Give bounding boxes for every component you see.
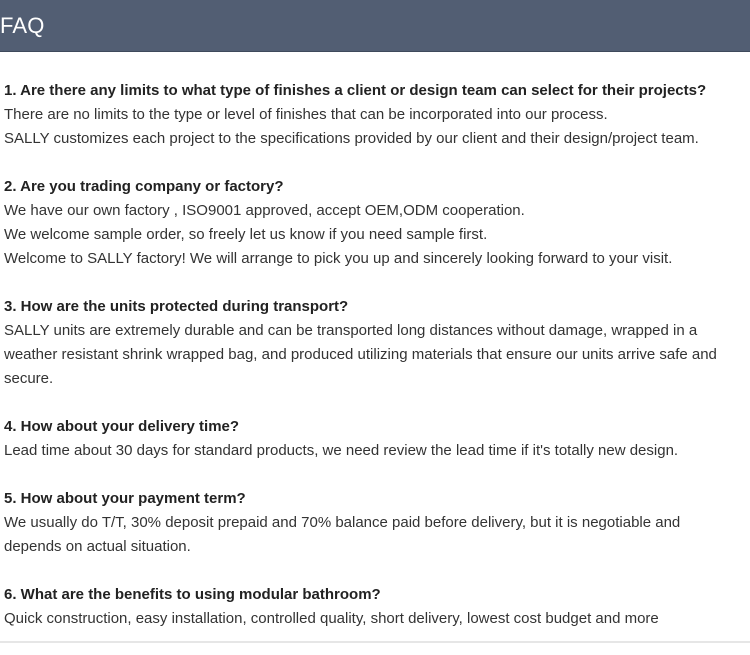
faq-answer-line: We welcome sample order, so freely let us know if you need sample first.: [4, 226, 488, 243]
faq-answer: [4, 607, 748, 631]
faq-item-3: [4, 295, 748, 391]
faq-header: [0, 0, 750, 52]
faq-answer: [4, 319, 748, 391]
faq-answer-text: SALLY units are extremely durable and can be transported long distances without damage, wrapped in a weather resistant shrink wrapped bag, and produced utilizing materials that ensure our units arrive safe and secure.: [4, 322, 717, 387]
faq-question: 5. How about your payment term?: [4, 490, 246, 507]
faq-answer: [4, 511, 748, 559]
faq-answer: [4, 199, 748, 271]
faq-answer-line: Welcome to SALLY factory! We will arrange to pick you up and sincerely looking forward to your visit.: [4, 250, 673, 267]
faq-question: 3. How are the units protected during transport?: [4, 298, 349, 315]
faq-answer-text: We usually do T/T, 30% deposit prepaid and 70% balance paid before delivery, but it is negotiable and depends on actual situation.: [4, 514, 681, 555]
faq-answer-line: SALLY customizes each project to the specifications provided by our client and their design/project team.: [4, 130, 699, 147]
faq-answer-line: Quick construction, easy installation, controlled quality, short delivery, lowest cost budget and more: [4, 610, 659, 627]
faq-item-6: [4, 583, 748, 631]
faq-answer-line: There are no limits to the type or level of finishes that can be incorporated into our process.: [4, 106, 608, 123]
faq-item-5: [4, 487, 748, 559]
faq-question: 1. Are there any limits to what type of finishes a client or design team can select for their projects?: [4, 82, 707, 99]
page-title: FAQ: [0, 13, 45, 38]
faq-question: 4. How about your delivery time?: [4, 418, 240, 435]
faq-question: 6. What are the benefits to using modular bathroom?: [4, 586, 381, 603]
faq-answer: [4, 103, 748, 151]
faq-item-4: [4, 415, 748, 463]
faq-item-1: [4, 79, 748, 151]
faq-answer-line: We have our own factory , ISO9001 approved, accept OEM,ODM cooperation.: [4, 202, 525, 219]
faq-list: [4, 79, 748, 655]
faq-item-2: [4, 175, 748, 271]
faq-answer-line: Lead time about 30 days for standard products, we need review the lead time if it's totally new design.: [4, 442, 679, 459]
faq-answer: [4, 439, 748, 463]
faq-question: 2. Are you trading company or factory?: [4, 178, 284, 195]
